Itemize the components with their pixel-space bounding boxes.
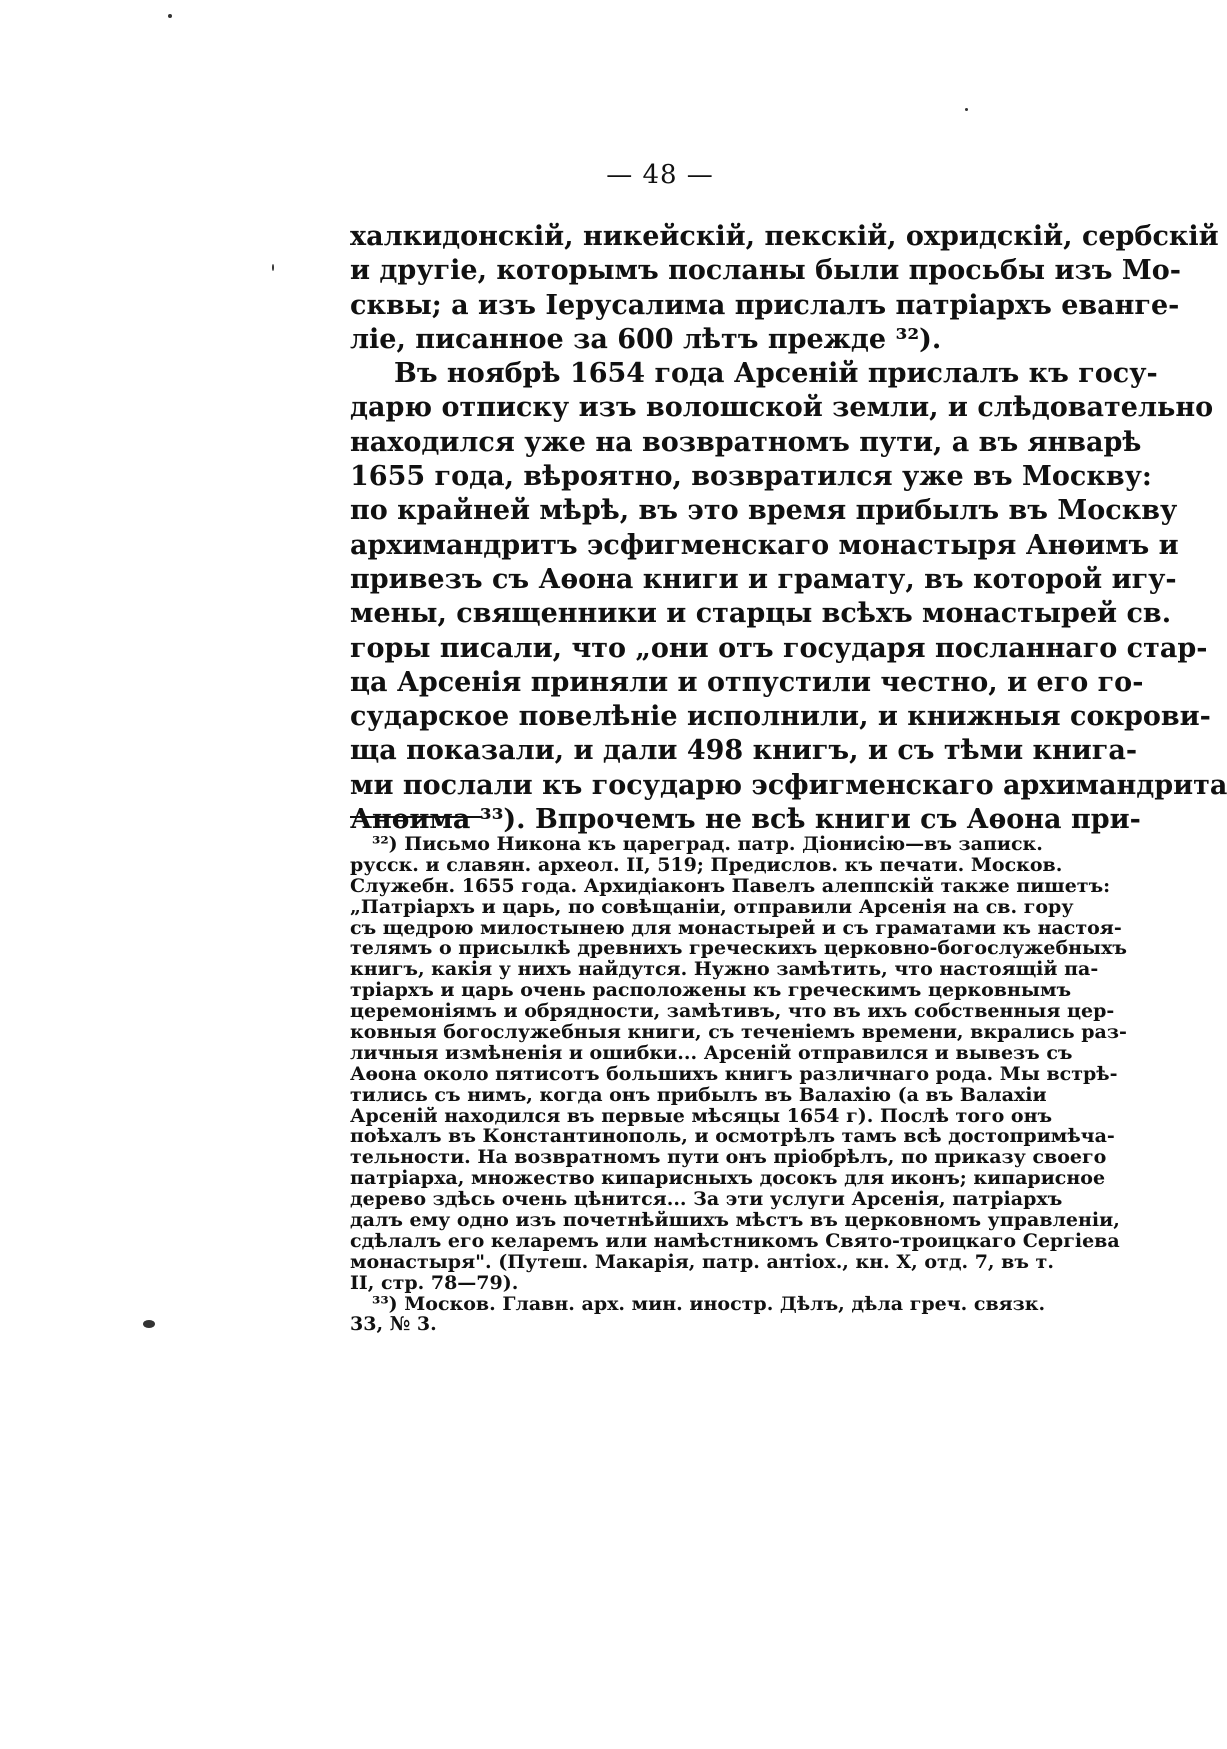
footnote-line: ³²) Письмо Никона къ цареград. патр. Діонисію—въ записк.: [372, 833, 1043, 855]
footnote-line: патріарха, множество кипарисныхъ досокъ для иконъ; кипарисное: [350, 1167, 1106, 1190]
footnote-line: тились съ нимъ, когда онъ прибылъ въ Валахію (а въ Валахіи: [350, 1083, 1047, 1106]
text-line: и другіе, которымъ посланы были просьбы изъ Мо-: [350, 255, 1181, 287]
footnote-line: ³³) Москов. Главн. арх. мин. иностр. Дѣлъ, дѣла греч. связк.: [372, 1292, 1046, 1315]
text-line: халкидонскій, никейскій, пекскій, охридскій, сербскій: [350, 221, 1219, 252]
footnote-line: тріархъ и царь очень расположены къ греческимъ церковнымъ: [350, 979, 1072, 1002]
footnote-line: II, стр. 78—79).: [350, 1271, 519, 1294]
text-line: ліе, писанное за 600 лѣтъ прежде ³²).: [350, 323, 942, 355]
text-line: сударское повелѣніе исполнили, и книжныя сокрови-: [350, 701, 1211, 733]
text-line: Въ ноябрѣ 1654 года Арсеній прислалъ къ госу-: [394, 358, 1158, 390]
footnote-line: книгъ, какія у нихъ найдутся. Нужно замѣтить, что настоящій па-: [350, 958, 1099, 981]
footnote-line: русск. и славян. археол. II, 519; Предислов. къ печати. Москов.: [350, 853, 1063, 876]
text-line: находился уже на возвратномъ пути, а въ январѣ: [350, 426, 1142, 458]
footnote-line: церемоніямъ и обрядности, замѣтивъ, что въ ихъ собственныя цер-: [350, 1000, 1115, 1023]
footnote-line: „Патріархъ и царь, по совѣщаніи, отправили Арсенія на св. гору: [350, 895, 1074, 918]
text-line: ца Арсенія приняли и отпустили честно, и его го-: [350, 666, 1144, 698]
footnote-line: монастыря". (Путеш. Макарія, патр. антіох., кн. X, отд. 7, въ т.: [350, 1250, 1054, 1273]
footnote-line: Служебн. 1655 года. Архидіаконъ Павелъ алеппскій также пишетъ:: [350, 874, 1111, 897]
footnote-line: 33, № 3.: [350, 1313, 437, 1336]
footnote-separator: [350, 816, 482, 818]
footnote-line: сдѣлалъ его келаремъ или намѣстникомъ Свято-троицкаго Сергіева: [350, 1229, 1120, 1252]
footnote-line: тельности. На возвратномъ пути онъ пріобрѣлъ, по приказу своего: [350, 1146, 1107, 1169]
text-line: ми послали къ государю эсфигменскаго архимандрита: [350, 769, 1227, 801]
footnote-line: ковныя богослужебныя книги, съ теченіемъ времени, вкрались раз-: [350, 1021, 1127, 1044]
text-line: архимандритъ эсфигменскаго монастыря Анѳимъ и: [350, 529, 1179, 561]
scan-speck: [143, 1320, 155, 1328]
text-line: дарю отписку изъ волошской земли, и слѣдовательно: [350, 392, 1214, 424]
footnote-line: Аѳона около пятисотъ большихъ книгъ различнаго рода. Мы встрѣ-: [350, 1062, 1118, 1085]
footnote-line: телямъ о присылкѣ древнихъ греческихъ церковно-богослужебныхъ: [350, 937, 1127, 960]
text-line: привезъ съ Аѳона книги и грамату, въ которой игу-: [350, 563, 1177, 595]
main-text: [350, 220, 1227, 837]
text-line: по крайней мѣрѣ, въ это время прибылъ въ Москву: [350, 495, 1178, 527]
footnote-line: поѣхалъ въ Константинополь, и осмотрѣлъ тамъ всѣ достопримѣча-: [350, 1125, 1115, 1148]
scan-speck: [965, 108, 968, 111]
scan-speck: [272, 264, 274, 271]
footnote-line: личныя измѣненія и ошибки... Арсеній отправился и вывезъ съ: [350, 1041, 1073, 1064]
text-line: мены, священники и старцы всѣхъ монастырей св.: [350, 598, 1172, 630]
scan-speck: [168, 14, 172, 18]
text-line: Анѳима ³³). Впрочемъ не всѣ книги съ Аѳона при-: [350, 804, 1141, 836]
page-number: — 48 —: [606, 160, 714, 190]
footnotes: [350, 833, 1127, 1336]
text-line: горы писали, что „они отъ государя посланнаго стар-: [350, 632, 1208, 664]
footnote-line: дерево здѣсь очень цѣнится... За эти услуги Арсенія, патріархъ: [350, 1188, 1063, 1211]
text-line: ща показали, и дали 498 книгъ, и съ тѣми книга-: [350, 735, 1138, 767]
text-line: 1655 года, вѣроятно, возвратился уже въ Москву:: [350, 461, 1152, 493]
footnote-line: съ щедрою милостынею для монастырей и съ граматами къ настоя-: [350, 916, 1122, 939]
footnote-line: Арсеній находился въ первые мѣсяцы 1654 г). Послѣ того онъ: [350, 1104, 1053, 1127]
footnote-line: далъ ему одно изъ почетнѣйшихъ мѣстъ въ церковномъ управленіи,: [350, 1209, 1120, 1232]
text-line: сквы; а изъ Іерусалима прислалъ патріархъ еванге-: [350, 289, 1180, 321]
